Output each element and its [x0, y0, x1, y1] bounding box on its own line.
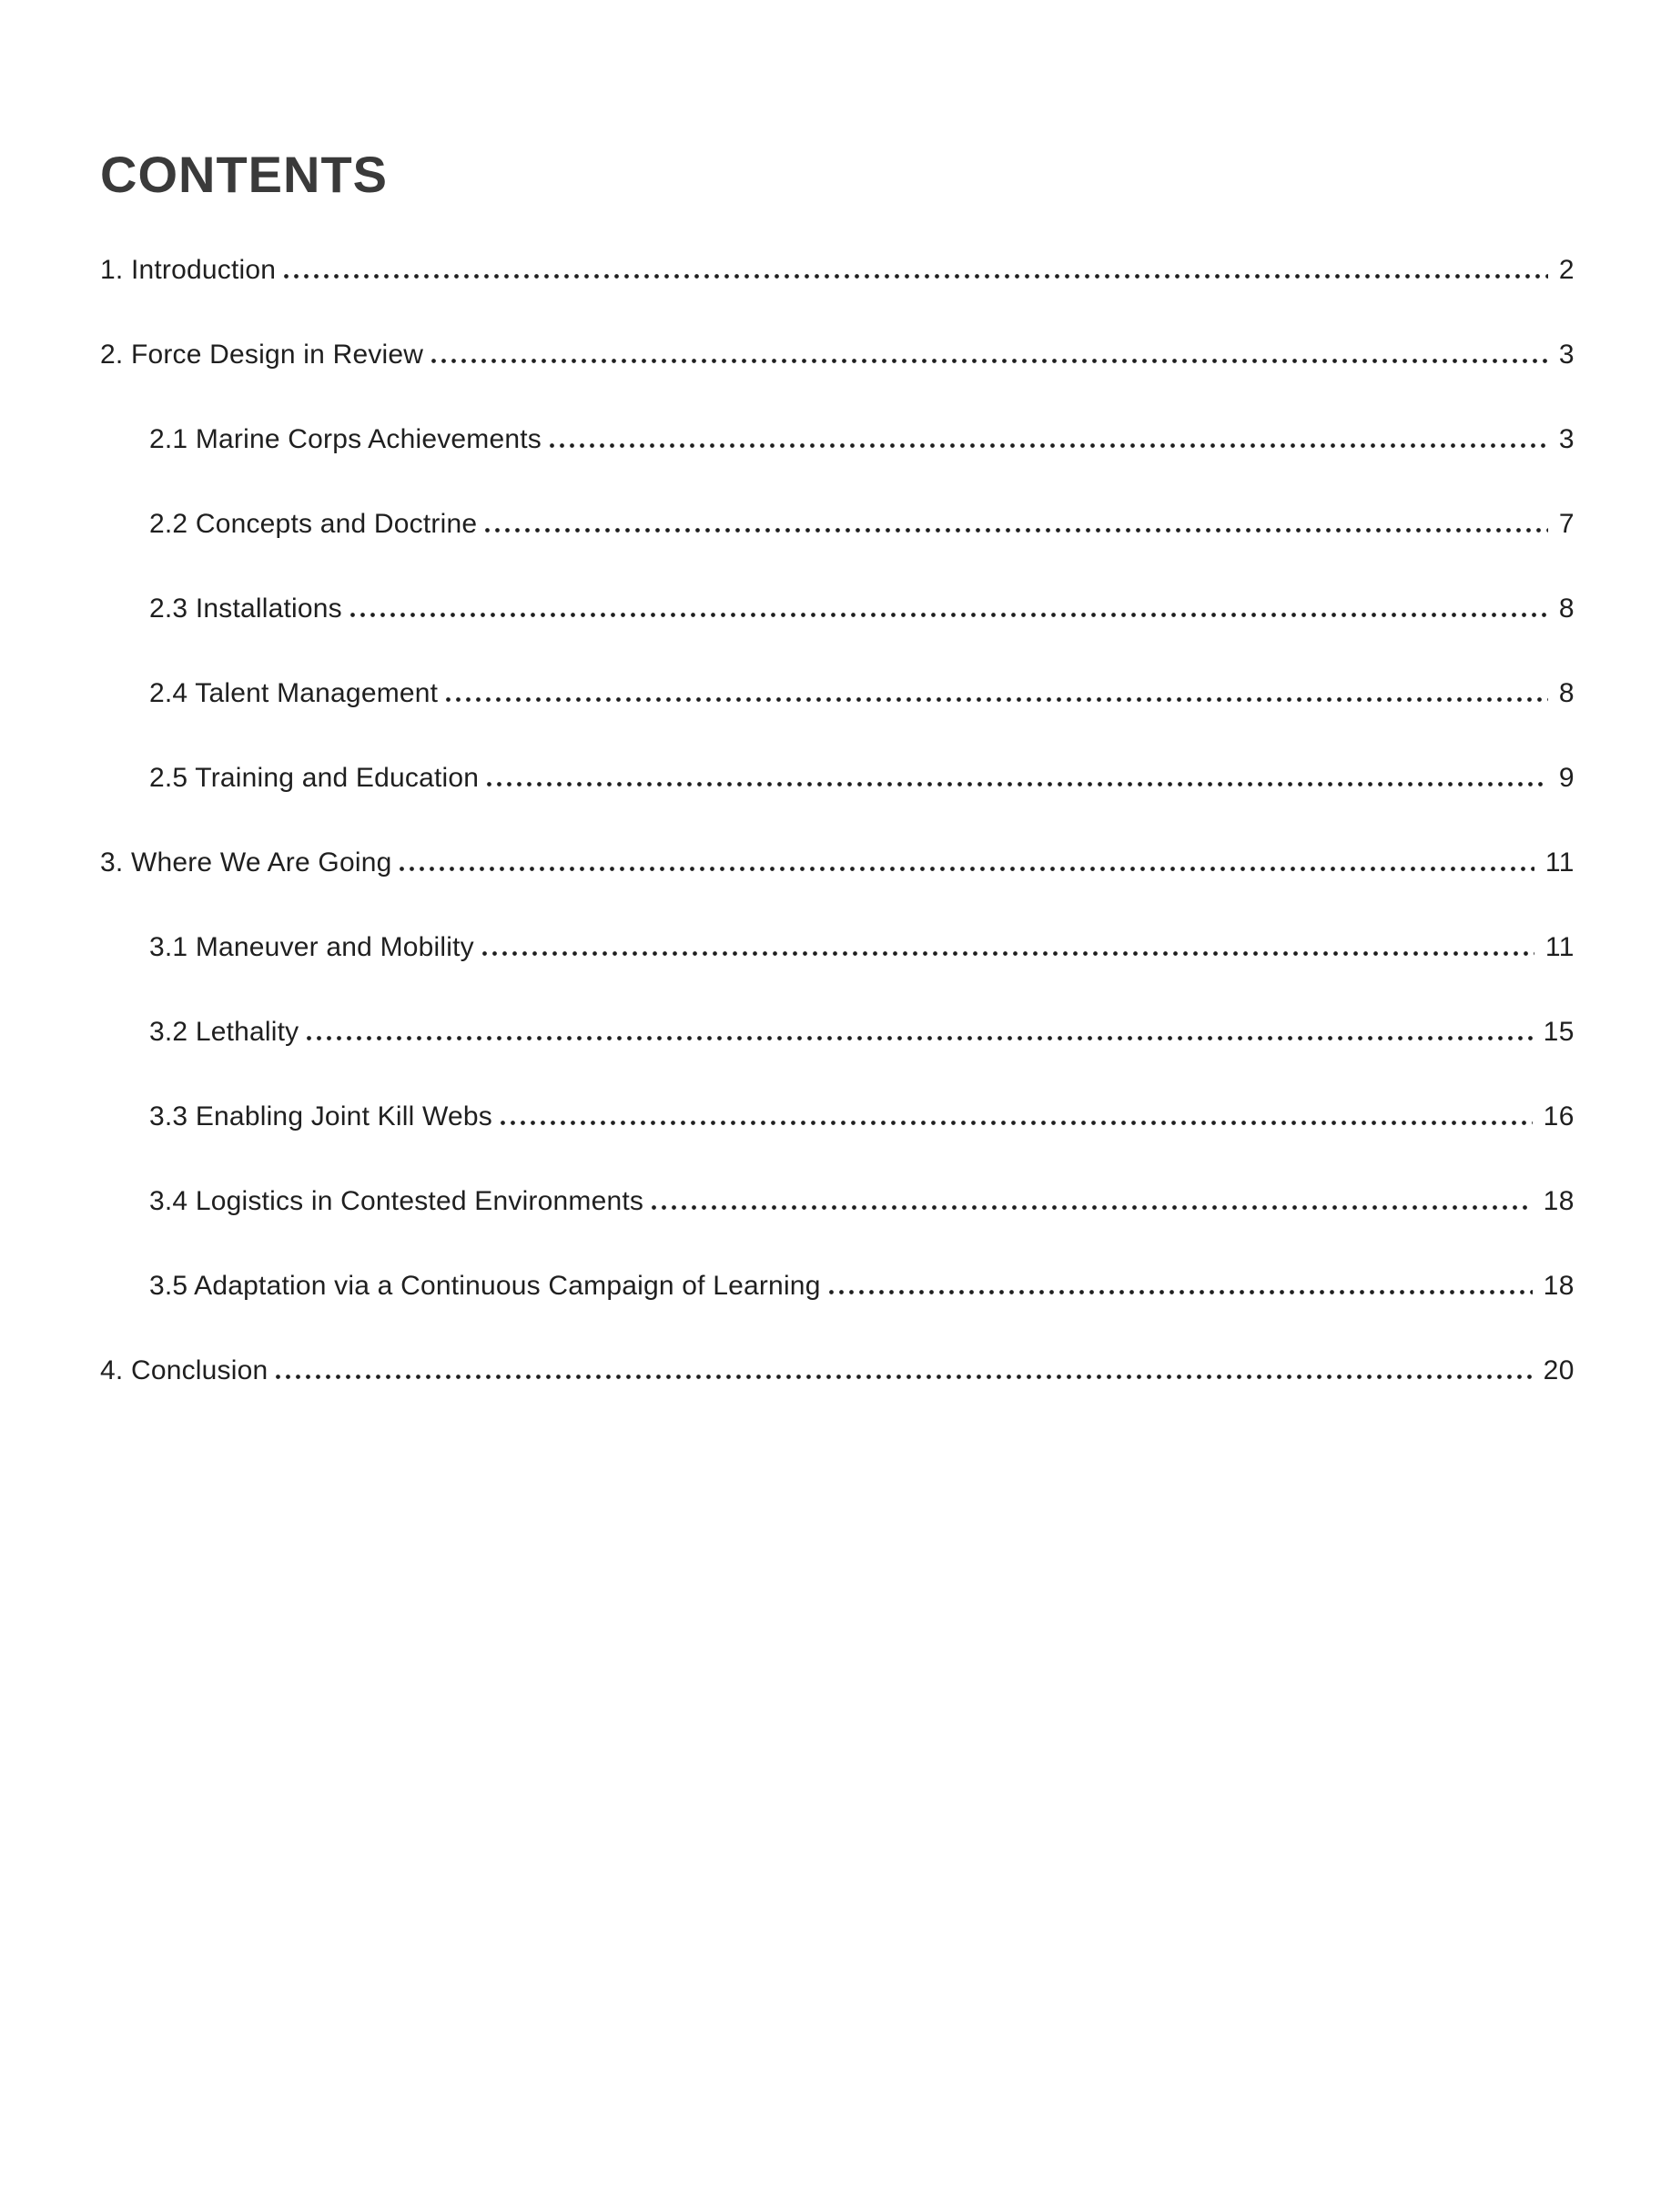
- toc-page-number: 7: [1558, 508, 1575, 539]
- toc-page-number: 2: [1558, 254, 1575, 285]
- toc-entry-label: 3.2 Lethality: [149, 1016, 299, 1047]
- toc-row-leader: [149, 1271, 1575, 1302]
- toc-entry-label: 2.1 Marine Corps Achievements: [149, 423, 542, 454]
- toc-leader-dots: [400, 867, 1534, 871]
- toc-row-leader: [149, 509, 1575, 540]
- toc-page-number: 18: [1543, 1185, 1575, 1216]
- toc-row-13[interactable]: [100, 1243, 1575, 1328]
- toc-row-leader: [100, 340, 1575, 370]
- toc-page-number: 8: [1558, 677, 1575, 708]
- toc-leader-dots: [431, 359, 1548, 363]
- toc-page-number: 11: [1544, 847, 1575, 878]
- toc-page-number: 8: [1558, 593, 1575, 624]
- toc-page-number: 3: [1558, 339, 1575, 370]
- toc-leader-dots: [307, 1036, 1532, 1040]
- toc-entry-label: 3.1 Maneuver and Mobility: [149, 931, 474, 962]
- toc-row-4[interactable]: [100, 482, 1575, 566]
- toc-page-number: 15: [1543, 1016, 1575, 1047]
- toc-row-leader: [149, 1101, 1575, 1132]
- toc-row-leader: [149, 678, 1575, 709]
- toc-row-3[interactable]: [100, 397, 1575, 482]
- toc-row-10[interactable]: [100, 989, 1575, 1074]
- toc-row-14[interactable]: [100, 1328, 1575, 1413]
- toc-page-number: 18: [1543, 1270, 1575, 1301]
- toc-entry-label: 2. Force Design in Review: [100, 339, 424, 370]
- toc-row-leader: [149, 1186, 1575, 1217]
- toc-row-leader: [100, 255, 1575, 286]
- toc-row-8[interactable]: [100, 820, 1575, 905]
- toc-row-12[interactable]: [100, 1159, 1575, 1243]
- toc-leader-dots: [487, 782, 1548, 786]
- toc-leader-dots: [350, 613, 1548, 617]
- toc-row-leader: [149, 1017, 1575, 1048]
- toc-row-5[interactable]: [100, 566, 1575, 651]
- toc-page-number: 3: [1558, 423, 1575, 454]
- toc-leader-dots: [284, 274, 1548, 279]
- toc-page-number: 9: [1558, 762, 1575, 793]
- toc-row-leader: [100, 1355, 1575, 1386]
- toc-leader-dots: [276, 1375, 1532, 1379]
- toc-leader-dots: [829, 1290, 1533, 1294]
- toc-row-leader: [149, 424, 1575, 455]
- toc-entry-label: 4. Conclusion: [100, 1355, 268, 1385]
- toc-page-number: 20: [1543, 1355, 1575, 1385]
- toc-leader-dots: [485, 528, 1548, 533]
- toc-entry-label: 1. Introduction: [100, 254, 277, 285]
- toc-row-2[interactable]: [100, 312, 1575, 397]
- toc-row-leader: [149, 932, 1575, 963]
- page-title: CONTENTS: [100, 146, 388, 203]
- toc-row-7[interactable]: [100, 736, 1575, 820]
- toc-row-11[interactable]: [100, 1074, 1575, 1159]
- toc-list: [100, 228, 1575, 1413]
- toc-entry-label: 3.5 Adaptation via a Continuous Campaign of Learning: [149, 1270, 821, 1301]
- toc-page-number: 11: [1544, 931, 1575, 962]
- toc-leader-dots: [501, 1121, 1533, 1125]
- toc-entry-label: 3.4 Logistics in Contested Environments: [149, 1185, 644, 1216]
- toc-entry-label: 2.4 Talent Management: [149, 677, 439, 708]
- toc-page-number: 16: [1543, 1101, 1575, 1131]
- toc-leader-dots: [446, 697, 1548, 702]
- toc-entry-label: 2.3 Installations: [149, 593, 342, 624]
- toc-entry-label: 2.2 Concepts and Doctrine: [149, 508, 478, 539]
- toc-leader-dots: [652, 1205, 1533, 1210]
- toc-row-1[interactable]: [100, 228, 1575, 312]
- toc-entry-label: 2.5 Training and Education: [149, 762, 480, 793]
- toc-row-leader: [149, 763, 1575, 794]
- toc-leader-dots: [550, 443, 1548, 448]
- toc-row-leader: [149, 594, 1575, 624]
- toc-row-9[interactable]: [100, 905, 1575, 989]
- toc-row-leader: [100, 847, 1575, 878]
- toc-entry-label: 3. Where We Are Going: [100, 847, 392, 878]
- toc-leader-dots: [482, 951, 1534, 956]
- toc-row-6[interactable]: [100, 651, 1575, 736]
- toc-entry-label: 3.3 Enabling Joint Kill Webs: [149, 1101, 492, 1131]
